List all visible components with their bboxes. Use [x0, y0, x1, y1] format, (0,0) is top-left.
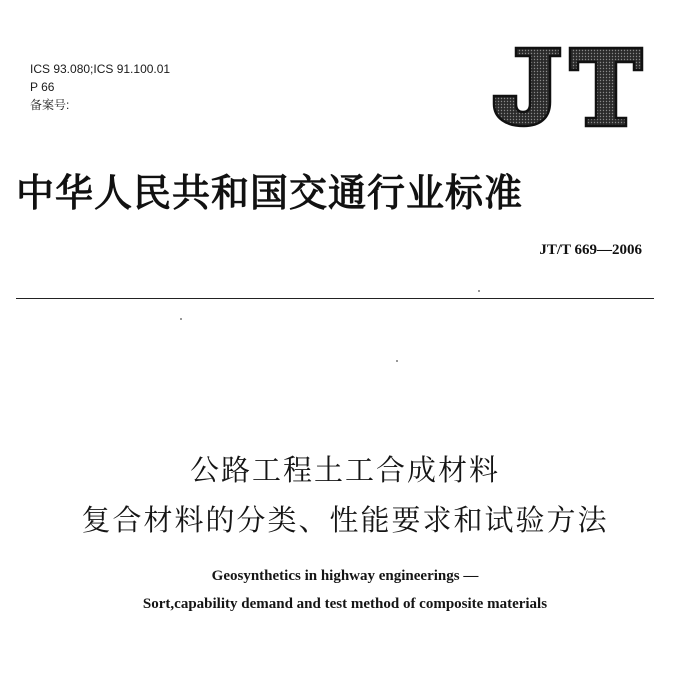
chinese-title-line-2: 复合材料的分类、性能要求和试验方法	[81, 503, 609, 537]
scan-speck	[478, 290, 480, 292]
chinese-title-line-1: 公路工程土工合成材料	[189, 453, 500, 487]
scan-speck	[180, 318, 182, 320]
jt-logo	[488, 40, 648, 130]
logo-letter-j	[494, 48, 560, 126]
scan-speck	[396, 360, 398, 362]
header-divider	[16, 298, 654, 299]
logo-letter-t	[570, 48, 642, 126]
issuing-organization-title: 中华人民共和国交通行业标准	[16, 170, 524, 215]
ccs-code: P 66	[30, 80, 55, 94]
ics-code: ICS 93.080;ICS 91.100.01	[30, 62, 171, 76]
english-title-line-1: Geosynthetics in highway engineerings —	[211, 568, 479, 584]
english-title-line-2: Sort,capability demand and test method of composite materials	[142, 596, 548, 612]
classification-block	[30, 60, 170, 114]
jt-logo-graphic	[488, 40, 648, 130]
filing-number-label: 备案号:	[30, 98, 70, 112]
standard-number: JT/T 669—2006	[539, 242, 642, 258]
